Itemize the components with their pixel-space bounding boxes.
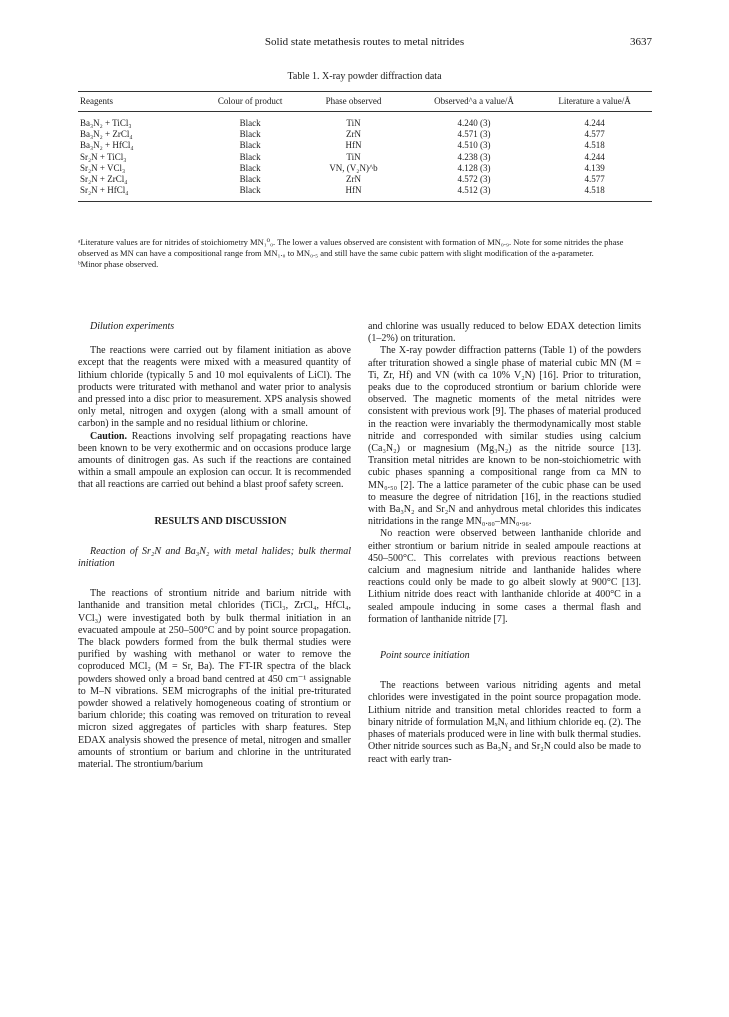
reaction-paragraph: The reactions of strontium nitride and barium nitride with lanthanide and transition metal chlorides (TiCl₃, ZrCl₄, HfCl₄, VCl₃) were investigated both by bulk thermal initiation in an evacuated ampoule at 250–500°C and by point source propagation. The black powders formed from the bulk thermal studies were purified by washing with methanol or water to remove the coproduced MCl₂ (M = Sr, Ba). The FT-IR spectra of the black powders showed only a broad band centred at 450 cm⁻¹ assignable to M–N vibrations. SEM micrographs of the initial pre-triturated powder showed a relatively homogeneous coating of strontium or barium chloride; this coating was removed on trituration to reveal micron sized aggregates of particles with sharp features. Step EDAX analysis showed the presence of metal, nitrogen and smaller amounts of strontium or barium and chlorine in the untriturated material. The strontium/barium [78, 588, 351, 771]
table-row [78, 152, 652, 163]
table-cell: Black [239, 174, 261, 185]
table-cell: TiN [346, 118, 361, 128]
table-cell: 4.510 (3) [457, 140, 491, 151]
table-cell: Black [239, 140, 261, 151]
table-header-cell: Observed^a a value/Å [411, 92, 537, 112]
table-row [78, 185, 652, 202]
table-cell: Ba₃N₂ + ZrCl₄ [80, 129, 133, 140]
footnote-a: ᵃLiterature values are for nitrides of stoichiometry MN₁⁰₀. The lower a values observed are consistent with formation of MN₀.₉. Note for some nitrides the phase observed as MN can have a compositional range from MN₁.₀ to MN₀.₅ and still have the same cubic pattern with slight modification of the a-parameter. [78, 237, 624, 259]
dilution-heading: Dilution experiments [90, 321, 175, 332]
table-cell: HfN [296, 185, 411, 202]
table-header-row [78, 92, 652, 112]
table-row [78, 163, 652, 174]
left-column [78, 321, 351, 771]
table-cell: Sr₂N + VCl₃ [80, 162, 126, 173]
table-header-cell: Colour of product [204, 92, 296, 112]
right-column [368, 321, 641, 766]
lanthanide-paragraph: No reaction were observed between lanthanide chloride and either strontium or barium nitride in sealed ampoule reactions at 450–500°C. This correlates with previous reactions between calcium and magnesium nitride and lanthanide halides where reactions could only be made to go albeit slowly at 900°C [13]. Lithium nitride does react with lanthanide chloride at 400°C in a sealed ampoule inducing in some cases a thermal flash and formation of lanthanide nitride [7]. [368, 528, 641, 625]
xrd-table [78, 91, 652, 202]
table-cell: 4.518 [584, 140, 605, 151]
table-header-cell: Reagents [78, 92, 204, 112]
results-heading: RESULTS AND DISCUSSION [154, 515, 287, 527]
table-cell: 4.244 [584, 118, 605, 128]
running-title: Solid state metathesis routes to metal nitrides [264, 36, 465, 48]
table-cell: 4.139 [584, 162, 605, 173]
table-cell: Ba₃N₂ + TiCl₃ [80, 118, 132, 128]
table-row [78, 129, 652, 140]
table-cell: 4.238 (3) [457, 151, 491, 162]
table-caption: Table 1. X-ray powder diffraction data [287, 71, 442, 82]
table-row [78, 174, 652, 185]
table-cell: Black [239, 118, 261, 128]
reaction-heading: Reaction of Sr₂N and Ba₃N₂ with metal halides; bulk thermal initiation [78, 545, 351, 570]
table-cell: 4.518 [537, 185, 652, 202]
caution-label: Caution. [90, 430, 127, 442]
table-cell: VN, (V₂N)^b [329, 162, 378, 173]
table-cell: 4.240 (3) [457, 118, 491, 128]
table-row [78, 112, 652, 130]
table-cell: Black [239, 162, 261, 173]
table-cell: HfN [345, 140, 362, 151]
table-cell: Sr₂N + HfCl₄ [78, 185, 204, 202]
table-cell: Sr₂N + ZrCl₄ [80, 174, 128, 185]
table-cell: 4.244 [584, 151, 605, 162]
point-source-heading: Point source initiation [380, 650, 470, 662]
page-number: 3637 [630, 36, 652, 48]
table-cell: 4.577 [584, 129, 605, 140]
table-cell: 4.572 (3) [457, 174, 491, 185]
table-cell: Black [239, 151, 261, 162]
table-row [78, 140, 652, 151]
caution-paragraph [78, 431, 351, 492]
table-cell: 4.128 (3) [457, 162, 491, 173]
footnote-b: ᵇMinor phase observed. [78, 259, 159, 270]
table-cell: ZrN [345, 174, 361, 185]
table-cell: 4.571 (3) [457, 129, 491, 140]
table-cell: 4.512 (3) [411, 185, 537, 202]
table-cell: Sr₂N + TiCl₃ [80, 151, 127, 162]
caution-text: Reactions involving self propagating reactions have been known to be very exothermic and on occasions produce large amounts of dinitrogen gas. As such if the reactions are contained within a small ampoule an explosion can occur. It is recommended that all reactions are carried out behind a blast proof safety screen. [78, 430, 351, 491]
table-cell: Ba₃N₂ + HfCl₄ [80, 140, 134, 151]
table-cell: Black [204, 185, 296, 202]
table-cell: 4.577 [584, 174, 605, 185]
xrd-paragraph: The X-ray powder diffraction patterns (Table 1) of the powders after trituration showed a single phase of material cubic MN (M = Ti, Zr, Hf) and VN (with ca 10% V₂N) [16]. Prior to trituration, peaks due to the coproduced strontium or barium chloride were observed. The magnetic moments of the metal nitrides were consistent with previous work [9]. The phases of material produced in the reaction were invariably the thermodynamically most stable nitride and corresponded with similar studies using calcium (Ca₃N₂) or magnesium (Mg₃N₂) as the nitride source [13]. Transition metal nitrides are known to be non-stoichiometric with cubic phases spanning a compositional range from ca MN to MN₀.₅₀ [2]. The a lattice parameter of the cubic phase can be used to measure the degree of nitridation [16], in the reactions studied with Ba₃N₂ and Sr₂N and anhydrous metal chlorides this indicates nitridations in the range MN₀.₈₀–MN₀.₉₆. [368, 345, 641, 528]
dilution-paragraph: The reactions were carried out by filament initiation as above except that the reagents were mixed with a measured quantity of lithium chloride (typically 5 and 10 mol equivalents of LiCl). The products were triturated with methanol and water prior to analysis and pressed into a disc prior to measurement. XPS analysis showed only metal, nitrogen and oxygen (along with a small amount of carbon) in the sample and no residual lithium or chlorine. [78, 345, 351, 430]
table-header-cell: Phase observed [296, 92, 411, 112]
continued-paragraph: and chlorine was usually reduced to below EDAX detection limits (1–2%) on trituration. [368, 321, 641, 345]
table-cell: TiN [346, 151, 361, 162]
point-source-paragraph: The reactions between various nitriding agents and metal chlorides were investigated in the point source propagation mode. Lithium nitride and transition metal chlorides reacted to form a binary nitride of formulation MₓNᵧ and lithium chloride eq. (2). The phases of materials produced were in line with bulk thermal studies. Other nitride sources such as Ba₃N₂ and Sr₂N could also be made to react with early tran- [368, 680, 641, 765]
table-cell: Black [239, 129, 261, 140]
table-header-cell: Literature a value/Å [537, 92, 652, 112]
table-footnotes [78, 237, 652, 271]
table-cell: ZrN [345, 129, 361, 140]
